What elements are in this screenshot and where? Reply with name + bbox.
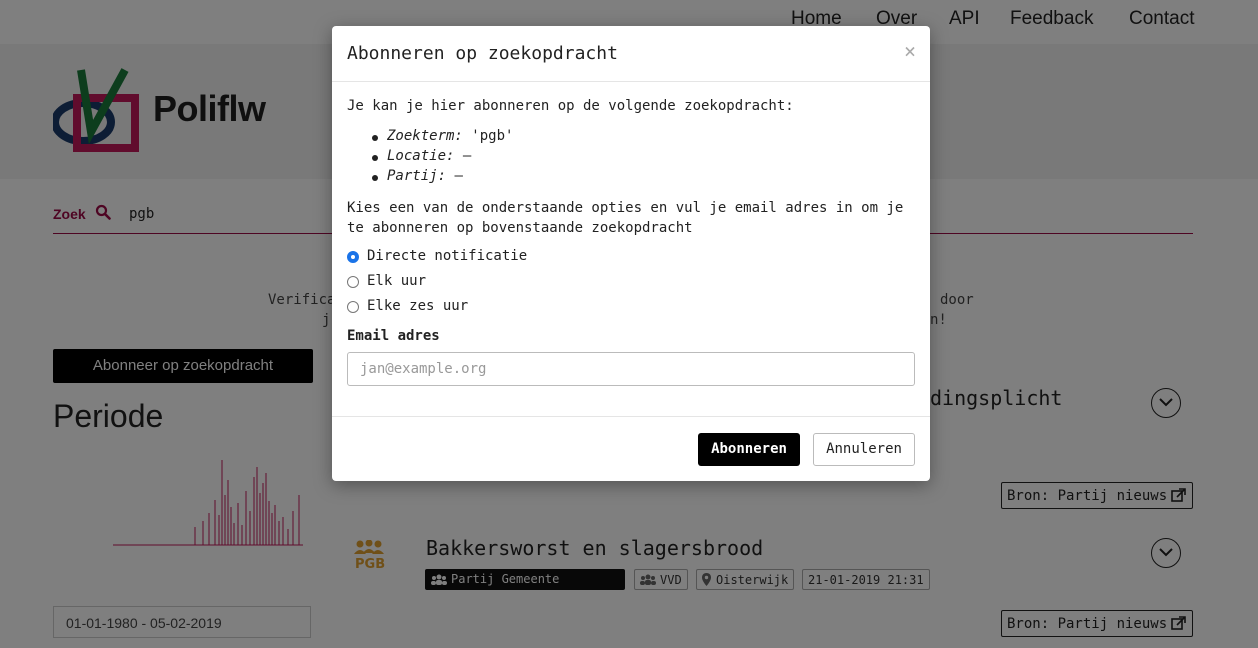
modal-header [332, 26, 930, 82]
radio-label[interactable]: Elk uur [367, 273, 427, 289]
criteria-value: – [462, 148, 472, 164]
radio-button[interactable] [347, 251, 359, 263]
criteria-key: Partij: [387, 168, 447, 184]
criteria-key: Zoekterm: [387, 128, 463, 144]
subscribe-modal [332, 26, 930, 481]
cancel-button[interactable]: Annuleren [813, 433, 915, 466]
radio-button[interactable] [347, 301, 359, 313]
modal-title: Abonneren op zoekopdracht [347, 43, 618, 64]
criteria-value: – [454, 168, 463, 184]
radio-label[interactable]: Directe notificatie [367, 248, 528, 264]
criteria-item [387, 168, 463, 188]
criteria-item [387, 128, 513, 148]
subscribe-button[interactable]: Abonneren [698, 433, 800, 466]
criteria-value: 'pgb' [471, 128, 514, 144]
close-icon[interactable]: × [903, 39, 916, 63]
email-label: Email adres [347, 328, 440, 344]
radio-button[interactable] [347, 276, 359, 288]
criteria-item [387, 148, 471, 168]
email-field[interactable] [347, 352, 915, 386]
modal-footer [332, 416, 930, 482]
modal-instructions: Kies een van de onderstaande opties en vul je email adres in om je te abonneren op bovenstaande zoekopdracht [347, 200, 904, 236]
modal-intro-text: Je kan je hier abonneren op de volgende zoekopdracht: [347, 98, 794, 114]
radio-label[interactable]: Elke zes uur [367, 298, 469, 314]
criteria-key: Locatie: [387, 148, 455, 164]
